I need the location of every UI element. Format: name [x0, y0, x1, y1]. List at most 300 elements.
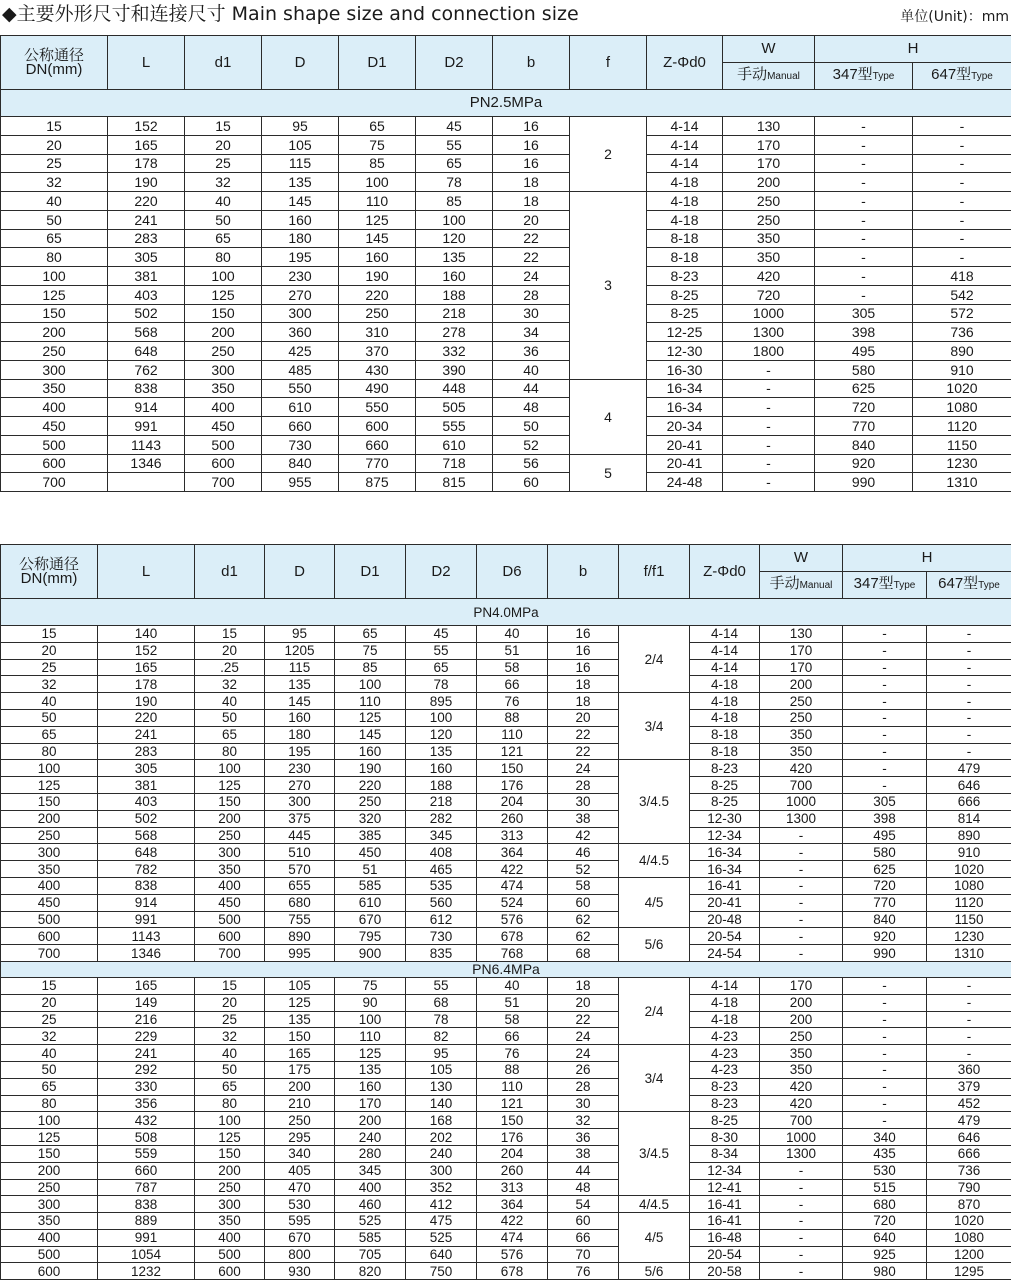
cell-d6: 204	[477, 793, 548, 810]
cell-d: 180	[265, 726, 335, 743]
cell-z: 16-41	[690, 1196, 760, 1213]
cell-h-647: 542	[913, 285, 1011, 304]
cell-d6: 110	[477, 726, 548, 743]
cell-d: 200	[265, 1078, 335, 1095]
cell-l: 991	[98, 911, 195, 928]
cell-d: 270	[262, 285, 339, 304]
table-row	[1, 267, 1011, 286]
cell-d2: 55	[416, 135, 493, 154]
cell-b: 66	[548, 1229, 619, 1246]
cell-d2: 160	[406, 760, 477, 777]
table-row	[1, 928, 1011, 945]
cell-d1: 65	[195, 726, 265, 743]
cell-z: 4-18	[690, 709, 760, 726]
cell-h-647: -	[927, 659, 1011, 676]
cell-d1-upper: 430	[339, 360, 416, 379]
cell-h-347: -	[843, 676, 927, 693]
cell-dn: 40	[1, 1045, 98, 1062]
cell-d1-upper: 240	[335, 1129, 406, 1146]
cell-w-manual: 250	[760, 1028, 843, 1045]
cell-f-group: 4	[570, 379, 647, 454]
cell-d1-upper: 220	[339, 285, 416, 304]
cell-h-347: 680	[843, 1196, 927, 1213]
cell-b: 22	[548, 1011, 619, 1028]
cell-dn: 125	[1, 777, 98, 794]
cell-d1: 65	[185, 229, 262, 248]
cell-h-647: 736	[913, 323, 1011, 342]
cell-b: 18	[548, 977, 619, 994]
cell-dn: 15	[1, 977, 98, 994]
table-row	[1, 417, 1011, 436]
cell-dn: 400	[1, 398, 108, 417]
cell-h-647: 870	[927, 1196, 1011, 1213]
table-row	[1, 379, 1011, 398]
cell-h-647: 479	[927, 1112, 1011, 1129]
table-row	[1, 360, 1011, 379]
cell-b: 20	[548, 994, 619, 1011]
cell-d1: 150	[195, 793, 265, 810]
cell-b: 16	[548, 642, 619, 659]
cell-dn: 350	[1, 861, 98, 878]
cell-d1-upper: 705	[335, 1246, 406, 1263]
cell-z: 12-34	[690, 827, 760, 844]
cell-dn: 65	[1, 726, 98, 743]
cell-b: 44	[493, 379, 570, 398]
section-label: PN2.5MPa	[1, 90, 1011, 117]
cell-d: 230	[262, 267, 339, 286]
cell-z: 8-23	[647, 267, 723, 286]
cell-dn: 250	[1, 827, 98, 844]
header-347-en: Type	[893, 580, 916, 591]
cell-d2: 78	[416, 173, 493, 192]
cell-d: 1205	[265, 642, 335, 659]
cell-h-647: 1295	[927, 1263, 1011, 1280]
cell-d2: 412	[406, 1196, 477, 1213]
cell-d: 135	[262, 173, 339, 192]
cell-w-manual: -	[760, 1162, 843, 1179]
cell-l: 1346	[108, 454, 185, 473]
header-d6: D6	[477, 545, 548, 599]
cell-dn: 15	[1, 117, 108, 136]
cell-f-group: 3/4.5	[619, 1112, 690, 1196]
cell-f-group: 4/4.5	[619, 1196, 690, 1213]
cell-h-647: 1230	[913, 454, 1011, 473]
cell-d1-upper: 460	[335, 1196, 406, 1213]
cell-d: 930	[265, 1263, 335, 1280]
cell-h-347: -	[843, 1078, 927, 1095]
cell-w-manual: -	[760, 861, 843, 878]
header-dn	[1, 545, 98, 599]
cell-b: 24	[548, 760, 619, 777]
cell-l: 1232	[98, 1263, 195, 1280]
cell-z: 4-18	[690, 994, 760, 1011]
cell-d1: 250	[195, 827, 265, 844]
cell-h-647: 1310	[913, 473, 1011, 492]
cell-z: 4-14	[647, 135, 723, 154]
table-row	[1, 777, 1011, 794]
section-row	[1, 961, 1011, 977]
table-row	[1, 760, 1011, 777]
cell-w-manual: 250	[723, 210, 815, 229]
cell-d1: 100	[195, 760, 265, 777]
cell-b: 20	[493, 210, 570, 229]
cell-l: 149	[98, 994, 195, 1011]
cell-d1-upper: 345	[335, 1162, 406, 1179]
cell-d6: 88	[477, 1061, 548, 1078]
cell-dn: 25	[1, 659, 98, 676]
cell-d6: 66	[477, 1028, 548, 1045]
cell-z: 16-41	[690, 877, 760, 894]
cell-z: 20-48	[690, 911, 760, 928]
table-header	[1, 36, 1011, 90]
cell-w-manual: 420	[760, 760, 843, 777]
cell-h-347: 990	[815, 473, 913, 492]
cell-b: 26	[548, 1061, 619, 1078]
cell-h-347: -	[815, 210, 913, 229]
cell-l: 914	[98, 894, 195, 911]
cell-z: 4-18	[647, 192, 723, 211]
cell-h-347: 770	[843, 894, 927, 911]
cell-h-347: 398	[815, 323, 913, 342]
cell-d6: 576	[477, 1246, 548, 1263]
cell-d1: 300	[195, 1196, 265, 1213]
cell-dn: 100	[1, 760, 98, 777]
cell-d: 995	[265, 945, 335, 962]
cell-l: 220	[98, 709, 195, 726]
cell-l: 241	[98, 726, 195, 743]
cell-d2: 555	[416, 417, 493, 436]
cell-z: 20-41	[647, 454, 723, 473]
cell-z: 4-18	[690, 676, 760, 693]
cell-h-347: 495	[843, 827, 927, 844]
cell-d: 800	[265, 1246, 335, 1263]
cell-b: 62	[548, 928, 619, 945]
header-z: Z-Φd0	[647, 36, 723, 90]
header-d1-upper: D1	[339, 36, 416, 90]
cell-dn: 400	[1, 877, 98, 894]
cell-dn: 250	[1, 342, 108, 361]
cell-d6: 110	[477, 1078, 548, 1095]
cell-d1-upper: 550	[339, 398, 416, 417]
header-647-cn: 647型	[931, 66, 972, 83]
cell-h-347: -	[843, 642, 927, 659]
cell-d1-upper: 135	[335, 1061, 406, 1078]
header-manual	[760, 572, 843, 599]
cell-d1-upper: 65	[335, 626, 406, 643]
cell-d2: 525	[406, 1229, 477, 1246]
cell-b: 54	[548, 1196, 619, 1213]
table-row	[1, 192, 1011, 211]
cell-l: 502	[108, 304, 185, 323]
cell-h-647: 1020	[927, 861, 1011, 878]
cell-w-manual: 130	[723, 117, 815, 136]
cell-z: 20-41	[647, 435, 723, 454]
cell-w-manual: 200	[760, 676, 843, 693]
cell-d1: 50	[185, 210, 262, 229]
header-d1: d1	[195, 545, 265, 599]
cell-b: 18	[548, 676, 619, 693]
table-row	[1, 229, 1011, 248]
cell-w-manual: -	[760, 1179, 843, 1196]
cell-h-647: -	[927, 626, 1011, 643]
cell-d: 670	[265, 1229, 335, 1246]
cell-h-647: -	[927, 726, 1011, 743]
cell-l: 330	[98, 1078, 195, 1095]
cell-b: 62	[548, 911, 619, 928]
cell-w-manual: -	[723, 435, 815, 454]
cell-h-347: 840	[815, 435, 913, 454]
cell-d: 160	[265, 709, 335, 726]
cell-h-647: -	[927, 709, 1011, 726]
header-l: L	[108, 36, 185, 90]
cell-w-manual: 700	[760, 777, 843, 794]
cell-h-647: 418	[913, 267, 1011, 286]
cell-dn: 600	[1, 1263, 98, 1280]
cell-w-manual: -	[760, 1263, 843, 1280]
cell-w-manual: -	[760, 1213, 843, 1230]
cell-d1-upper: 385	[335, 827, 406, 844]
header-f: f	[570, 36, 647, 90]
header-d2: D2	[416, 36, 493, 90]
dimension-table-pn25	[0, 35, 1011, 492]
cell-h-347: 305	[815, 304, 913, 323]
cell-b: 28	[548, 777, 619, 794]
cell-w-manual: 1800	[723, 342, 815, 361]
cell-h-347: -	[843, 1095, 927, 1112]
cell-dn: 100	[1, 1112, 98, 1129]
cell-l: 229	[98, 1028, 195, 1045]
cell-d2: 465	[406, 861, 477, 878]
cell-d1: 32	[185, 173, 262, 192]
cell-z: 8-25	[690, 1112, 760, 1129]
cell-d: 210	[265, 1095, 335, 1112]
cell-b: 46	[548, 844, 619, 861]
cell-l: 190	[98, 693, 195, 710]
cell-dn: 50	[1, 1061, 98, 1078]
cell-d1: 400	[195, 1229, 265, 1246]
header-manual-cn: 手动	[769, 575, 800, 592]
cell-z: 24-48	[647, 473, 723, 492]
cell-b: 24	[548, 1045, 619, 1062]
cell-d1: 25	[195, 1011, 265, 1028]
cell-d2: 55	[406, 977, 477, 994]
cell-w-manual: -	[723, 454, 815, 473]
section-row	[1, 599, 1011, 626]
cell-w-manual: 170	[723, 154, 815, 173]
cell-d1-upper: 100	[335, 676, 406, 693]
cell-dn: 500	[1, 911, 98, 928]
cell-d: 270	[265, 777, 335, 794]
table-row	[1, 1011, 1011, 1028]
cell-h-647: 1080	[913, 398, 1011, 417]
cell-w-manual: -	[760, 827, 843, 844]
cell-w-manual: 420	[723, 267, 815, 286]
cell-d: 595	[265, 1213, 335, 1230]
cell-d: 300	[262, 304, 339, 323]
cell-d1-upper: 370	[339, 342, 416, 361]
cell-dn: 250	[1, 1179, 98, 1196]
cell-b: 48	[493, 398, 570, 417]
cell-d: 295	[265, 1129, 335, 1146]
table-row	[1, 676, 1011, 693]
cell-w-manual: 420	[760, 1095, 843, 1112]
cell-h-347: -	[843, 1112, 927, 1129]
cell-d1-upper: 85	[339, 154, 416, 173]
cell-d2: 188	[406, 777, 477, 794]
cell-l: 165	[98, 659, 195, 676]
cell-d6: 313	[477, 827, 548, 844]
cell-h-347: 580	[843, 844, 927, 861]
table-row	[1, 1061, 1011, 1078]
cell-d: 655	[265, 877, 335, 894]
cell-w-manual: -	[760, 945, 843, 962]
cell-d2: 505	[416, 398, 493, 417]
cell-d6: 88	[477, 709, 548, 726]
table-row	[1, 154, 1011, 173]
cell-d1: 25	[185, 154, 262, 173]
table-row	[1, 173, 1011, 192]
cell-w-manual: -	[760, 877, 843, 894]
cell-dn: 125	[1, 285, 108, 304]
cell-d2: 68	[406, 994, 477, 1011]
cell-dn: 350	[1, 379, 108, 398]
cell-d2: 168	[406, 1112, 477, 1129]
cell-b: 22	[493, 229, 570, 248]
cell-d1: 40	[195, 693, 265, 710]
table-row	[1, 285, 1011, 304]
cell-l: 991	[98, 1229, 195, 1246]
cell-d6: 150	[477, 760, 548, 777]
cell-h-647: 666	[927, 1145, 1011, 1162]
cell-d2: 408	[406, 844, 477, 861]
header-d1: d1	[185, 36, 262, 90]
table-row	[1, 994, 1011, 1011]
cell-d1-upper: 900	[335, 945, 406, 962]
cell-l: 165	[98, 977, 195, 994]
cell-l	[108, 473, 185, 492]
cell-w-manual: 200	[760, 1011, 843, 1028]
cell-d1: 200	[195, 810, 265, 827]
cell-h-347: 530	[843, 1162, 927, 1179]
cell-h-647: 790	[927, 1179, 1011, 1196]
cell-d1-upper: 65	[339, 117, 416, 136]
cell-dn: 125	[1, 1129, 98, 1146]
cell-z: 4-14	[647, 117, 723, 136]
table-row	[1, 1095, 1011, 1112]
cell-b: 22	[493, 248, 570, 267]
cell-d1: 350	[195, 1213, 265, 1230]
cell-z: 8-18	[690, 743, 760, 760]
cell-d1-upper: 320	[335, 810, 406, 827]
cell-z: 20-41	[690, 894, 760, 911]
cell-w-manual: 420	[760, 1078, 843, 1095]
cell-h-347: 398	[843, 810, 927, 827]
cell-d: 890	[265, 928, 335, 945]
cell-l: 1143	[108, 435, 185, 454]
cell-d2: 475	[406, 1213, 477, 1230]
cell-l: 403	[98, 793, 195, 810]
header-dn-line2: DN(mm)	[25, 60, 83, 78]
cell-d6: 204	[477, 1145, 548, 1162]
cell-b: 48	[548, 1179, 619, 1196]
cell-d1: 80	[195, 743, 265, 760]
cell-dn: 350	[1, 1213, 98, 1230]
cell-dn: 500	[1, 1246, 98, 1263]
cell-b: 24	[548, 1028, 619, 1045]
cell-d1: 450	[185, 417, 262, 436]
cell-d6: 150	[477, 1112, 548, 1129]
cell-h-347: -	[815, 229, 913, 248]
cell-d2: 202	[406, 1129, 477, 1146]
cell-d2: 448	[416, 379, 493, 398]
cell-d6: 176	[477, 777, 548, 794]
table-row	[1, 323, 1011, 342]
cell-h-347: 720	[843, 1213, 927, 1230]
cell-d2: 135	[416, 248, 493, 267]
cell-z: 4-23	[690, 1061, 760, 1078]
cell-d: 195	[265, 743, 335, 760]
table-row	[1, 659, 1011, 676]
cell-d6: 76	[477, 693, 548, 710]
cell-z: 20-58	[690, 1263, 760, 1280]
cell-d1-upper: 600	[339, 417, 416, 436]
cell-d1-upper: 125	[339, 210, 416, 229]
cell-d1: 125	[185, 285, 262, 304]
cell-h-347: 925	[843, 1246, 927, 1263]
cell-h-647: 646	[927, 1129, 1011, 1146]
cell-z: 8-25	[647, 304, 723, 323]
cell-d2: 218	[406, 793, 477, 810]
cell-l: 305	[98, 760, 195, 777]
cell-d1-upper: 200	[335, 1112, 406, 1129]
cell-h-347: 920	[843, 928, 927, 945]
cell-d1: 150	[195, 1145, 265, 1162]
cell-d1: 250	[195, 1179, 265, 1196]
cell-l: 1143	[98, 928, 195, 945]
cell-h-347: -	[843, 1028, 927, 1045]
cell-dn: 50	[1, 210, 108, 229]
header-347-en: Type	[872, 71, 895, 82]
cell-z: 8-23	[690, 1095, 760, 1112]
cell-b: 36	[548, 1129, 619, 1146]
cell-l: 762	[108, 360, 185, 379]
cell-b: 22	[548, 726, 619, 743]
cell-d2: 610	[416, 435, 493, 454]
cell-d: 610	[262, 398, 339, 417]
cell-d1: 32	[195, 676, 265, 693]
table-row	[1, 709, 1011, 726]
cell-d2: 390	[416, 360, 493, 379]
cell-l: 1054	[98, 1246, 195, 1263]
cell-b: 38	[548, 1145, 619, 1162]
cell-d1-upper: 100	[339, 173, 416, 192]
cell-h-347: -	[815, 135, 913, 154]
cell-d1: 150	[185, 304, 262, 323]
cell-h-647: 666	[927, 793, 1011, 810]
cell-b: 58	[548, 877, 619, 894]
cell-h-347: 625	[815, 379, 913, 398]
cell-d1-upper: 125	[335, 1045, 406, 1062]
cell-d1-upper: 670	[335, 911, 406, 928]
cell-dn: 65	[1, 229, 108, 248]
cell-d2: 95	[406, 1045, 477, 1062]
cell-f-group: 3/4	[619, 1045, 690, 1112]
cell-w-manual: 350	[723, 229, 815, 248]
cell-z: 8-25	[690, 777, 760, 794]
cell-b: 18	[493, 173, 570, 192]
cell-d1-upper: 125	[335, 709, 406, 726]
table-row	[1, 135, 1011, 154]
